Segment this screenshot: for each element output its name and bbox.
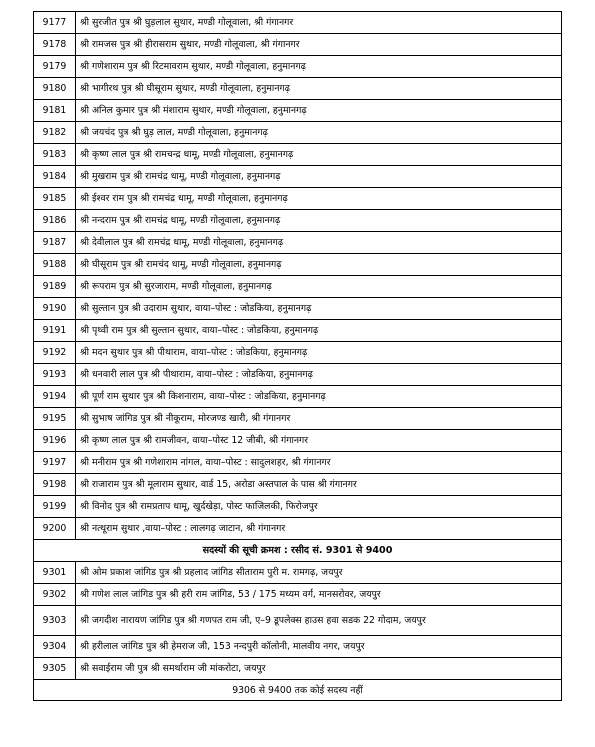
section-heading: सदस्यों की सूची क्रमश : रसीद सं. 9301 से 9400 <box>34 540 562 562</box>
receipt-number: 9184 <box>34 166 76 188</box>
member-details: श्री सुभाष जांगिड पुत्र श्री नीकूराम, मोरजण्ड खारी, श्री गंगानगर <box>76 408 562 430</box>
record-row <box>34 166 562 188</box>
record-row <box>34 210 562 232</box>
member-details: श्री पूर्ण राम सुथार पुत्र श्री किशनाराम, वाया–पोस्ट : जोडकिया, हनुमानगढ़ <box>76 386 562 408</box>
record-row <box>34 254 562 276</box>
record-row <box>34 56 562 78</box>
member-details: श्री विनोद पुत्र श्री रामप्रताप धामू, खुर्दखेड़ा, पोस्ट फाजिलकी, फिरोजपुर <box>76 496 562 518</box>
receipt-number: 9183 <box>34 144 76 166</box>
member-register-table <box>33 11 562 701</box>
records-a-body <box>34 12 562 540</box>
member-details: श्री जगदीश नारायण जांगिड पुत्र श्री गणपत राम जी, ए–9 डूपलेक्स हाउस हवा सडक 22 गोदाम, जयपुर <box>76 606 562 636</box>
receipt-number: 9301 <box>34 562 76 584</box>
record-row <box>34 584 562 606</box>
footer-body <box>34 680 562 701</box>
section-heading-row <box>34 540 562 562</box>
receipt-number: 9198 <box>34 474 76 496</box>
receipt-number: 9196 <box>34 430 76 452</box>
record-row <box>34 232 562 254</box>
receipt-number: 9302 <box>34 584 76 606</box>
member-details: श्री कृष्ण लाल पुत्र श्री रामचन्द्र धामू, मण्डी गोलूवाला, हनुमानगढ़ <box>76 144 562 166</box>
member-details: श्री ओम प्रकाश जांगिड पुत्र श्री प्रहलाद जांगिड सीताराम पुरी म. रामगढ़, जयपुर <box>76 562 562 584</box>
receipt-number: 9178 <box>34 34 76 56</box>
record-row <box>34 636 562 658</box>
member-details: श्री मदन सुथार पुत्र श्री पीथाराम, वाया–पोस्ट : जोडकिया, हनुमानगढ़ <box>76 342 562 364</box>
receipt-number: 9304 <box>34 636 76 658</box>
member-details: श्री मुखराम पुत्र श्री रामचंद्र धामू, मण्डी गोलूवाला, हनुमानगढ़ <box>76 166 562 188</box>
record-row <box>34 188 562 210</box>
receipt-number: 9179 <box>34 56 76 78</box>
receipt-number: 9188 <box>34 254 76 276</box>
receipt-number: 9305 <box>34 658 76 680</box>
receipt-number: 9181 <box>34 100 76 122</box>
receipt-number: 9190 <box>34 298 76 320</box>
receipt-number: 9197 <box>34 452 76 474</box>
record-row <box>34 658 562 680</box>
section-body <box>34 540 562 562</box>
member-details: श्री हरीलाल जांगिड पुत्र श्री हेमराज जी, 153 नन्दपुरी कॉलोनी, मालवीय नगर, जयपुर <box>76 636 562 658</box>
record-row <box>34 100 562 122</box>
receipt-number: 9182 <box>34 122 76 144</box>
member-details: श्री नन्दराम पुत्र श्री रामचंद्र धामू, मण्डी गोलूवाला, हनुमानगढ़ <box>76 210 562 232</box>
receipt-number: 9191 <box>34 320 76 342</box>
record-row <box>34 122 562 144</box>
receipt-number: 9200 <box>34 518 76 540</box>
record-row <box>34 606 562 636</box>
member-details: श्री गणेश लाल जांगिड पुत्र श्री हरी राम जांगिड, 53 / 175 मध्यम वर्ग, मानसरोवर, जयपुर <box>76 584 562 606</box>
member-details: श्री देवीलाल पुत्र श्री रामचंद्र धामू, मण्डी गोलूवाला, हनुमानगढ़ <box>76 232 562 254</box>
member-details: श्री सुरजीत पुत्र श्री घुड़लाल सुथार, मण्डी गोलूवाला, श्री गंगानगर <box>76 12 562 34</box>
footer-row <box>34 680 562 701</box>
member-details: श्री सुल्तान पुत्र श्री उदाराम सुथार, वाया–पोस्ट : जोडकिया, हनुमानगढ़ <box>76 298 562 320</box>
receipt-number: 9192 <box>34 342 76 364</box>
member-details: श्री रूपराम पुत्र श्री सुरजाराम, मण्डी गोलूवाला, हनुमानगढ़ <box>76 276 562 298</box>
record-row <box>34 518 562 540</box>
receipt-number: 9193 <box>34 364 76 386</box>
records-b-body <box>34 562 562 680</box>
receipt-number: 9186 <box>34 210 76 232</box>
record-row <box>34 342 562 364</box>
receipt-number: 9180 <box>34 78 76 100</box>
member-details: श्री सवाईराम जी पुत्र श्री समर्थाराम जी मांकरोटा, जयपुर <box>76 658 562 680</box>
member-details: श्री घीसूराम पुत्र श्री रामचंद धामू, मण्डी गोलूवाला, हनुमानगढ़ <box>76 254 562 276</box>
member-details: श्री रामजस पुत्र श्री हीरासराम सुथार, मण्डी गोलूवाला, श्री गंगानगर <box>76 34 562 56</box>
member-details: श्री कृष्ण लाल पुत्र श्री रामजीवन, वाया–पोस्ट 12 जीबी, श्री गंगानगर <box>76 430 562 452</box>
record-row <box>34 276 562 298</box>
member-details: श्री मनीराम पुत्र श्री गणेशाराम नांगल, वाया–पोस्ट : सादुलशहर, श्री गंगानगर <box>76 452 562 474</box>
record-row <box>34 474 562 496</box>
receipt-number: 9303 <box>34 606 76 636</box>
record-row <box>34 12 562 34</box>
record-row <box>34 78 562 100</box>
member-details: श्री राजाराम पुत्र श्री मूलाराम सुथार, वार्ड 15, अरोडा अस्तपाल के पास श्री गंगानगर <box>76 474 562 496</box>
receipt-number: 9187 <box>34 232 76 254</box>
record-row <box>34 408 562 430</box>
member-details: श्री गणेशाराम पुत्र श्री रिटमावराम सुथार, मण्डी गोलूवाला, हनुमानगढ़ <box>76 56 562 78</box>
member-details: श्री पृथ्वी राम पुत्र श्री सुल्तान सुथार, वाया–पोस्ट : जोडकिया, हनुमानगढ़ <box>76 320 562 342</box>
receipt-number: 9195 <box>34 408 76 430</box>
member-details: श्री भागीरथ पुत्र श्री घीसूराम सुथार, मण्डी गोलूवाला, हनुमानगढ़ <box>76 78 562 100</box>
receipt-number: 9189 <box>34 276 76 298</box>
receipt-number: 9185 <box>34 188 76 210</box>
member-details: श्री जयचंद पुत्र श्री घुड़ लाल, मण्डी गोलूवाला, हनुमानगढ़ <box>76 122 562 144</box>
record-row <box>34 386 562 408</box>
record-row <box>34 298 562 320</box>
receipt-number: 9194 <box>34 386 76 408</box>
record-row <box>34 452 562 474</box>
record-row <box>34 496 562 518</box>
receipt-number: 9177 <box>34 12 76 34</box>
record-row <box>34 430 562 452</box>
record-row <box>34 34 562 56</box>
footer-note: 9306 से 9400 तक कोई सदस्य नहीं <box>34 680 562 701</box>
record-row <box>34 144 562 166</box>
member-details: श्री ईश्वर राम पुत्र श्री रामचंद्र धामू, मण्डी गोलूवाला, हनुमानगढ़ <box>76 188 562 210</box>
member-details: श्री धनवारी लाल पुत्र श्री पीथाराम, वाया–पोस्ट : जोडकिया, हनुमानगढ़ <box>76 364 562 386</box>
member-details: श्री अनिल कुमार पुत्र श्री मंशाराम सुथार, मण्डी गोलूवाला, हनुमानगढ़ <box>76 100 562 122</box>
record-row <box>34 562 562 584</box>
record-row <box>34 364 562 386</box>
receipt-number: 9199 <box>34 496 76 518</box>
record-row <box>34 320 562 342</box>
member-details: श्री नत्थूराम सुथार ,वाया–पोस्ट : लालगढ़ जाटान, श्री गंगानगर <box>76 518 562 540</box>
